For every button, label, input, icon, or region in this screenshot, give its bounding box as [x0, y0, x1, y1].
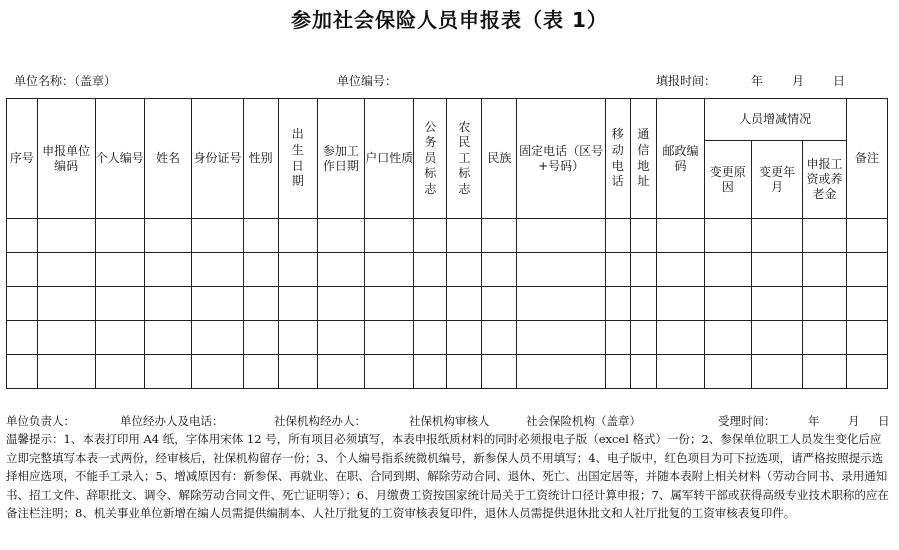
- signature-line: [6, 412, 892, 430]
- header-change-sub-1-label: 变更年月: [759, 164, 796, 194]
- table-cell[interactable]: [630, 253, 657, 287]
- header-col-1: [37, 99, 95, 219]
- table-cell[interactable]: [144, 355, 191, 389]
- table-cell[interactable]: [447, 321, 482, 355]
- header-col-13: [605, 99, 630, 219]
- table-cell[interactable]: [630, 355, 657, 389]
- table-cell[interactable]: [414, 253, 447, 287]
- header-col-3-label: 姓名: [156, 151, 181, 165]
- table-cell[interactable]: [243, 287, 278, 321]
- table-cell[interactable]: [751, 355, 802, 389]
- table-row: [7, 287, 888, 321]
- table-cell[interactable]: [144, 321, 191, 355]
- table-cell[interactable]: [95, 219, 144, 253]
- table-cell[interactable]: [192, 355, 243, 389]
- table-cell[interactable]: [803, 253, 846, 287]
- table-cell[interactable]: [657, 321, 704, 355]
- accept-day-label: 日: [878, 414, 890, 428]
- header-col-7: [317, 99, 364, 219]
- header-change-sub-2: [803, 141, 846, 219]
- table-cell[interactable]: [605, 287, 630, 321]
- header-col-3: [144, 99, 191, 219]
- table-cell[interactable]: [37, 355, 95, 389]
- unit-name-label: 单位名称：（盖章）: [14, 74, 117, 88]
- header-col-13-label: 移动电话: [611, 127, 624, 189]
- table-cell[interactable]: [37, 321, 95, 355]
- table-cell[interactable]: [846, 287, 887, 321]
- table-cell[interactable]: [704, 287, 751, 321]
- header-col-8: [365, 99, 414, 219]
- table-cell[interactable]: [144, 219, 191, 253]
- table-cell[interactable]: [447, 355, 482, 389]
- header-col-10-label: 农民工标志: [458, 119, 471, 196]
- table-cell[interactable]: [95, 321, 144, 355]
- table-cell[interactable]: [846, 355, 887, 389]
- table-cell[interactable]: [846, 219, 887, 253]
- table-cell[interactable]: [803, 287, 846, 321]
- form-title: 参加社会保险人员申报表（表 1）: [291, 8, 608, 32]
- header-col-2: [95, 99, 144, 219]
- table-cell[interactable]: [657, 287, 704, 321]
- table-cell[interactable]: [605, 219, 630, 253]
- header-remark-label: 备注: [854, 151, 879, 165]
- footer: [6, 412, 892, 522]
- table-cell[interactable]: [192, 219, 243, 253]
- header-col-9-label: 公务员标志: [424, 119, 437, 196]
- header-col-12: [517, 99, 606, 219]
- table-cell[interactable]: [482, 321, 517, 355]
- table-cell[interactable]: [7, 355, 38, 389]
- table-cell[interactable]: [482, 355, 517, 389]
- table-cell[interactable]: [192, 321, 243, 355]
- table-cell[interactable]: [751, 287, 802, 321]
- table-cell[interactable]: [278, 355, 317, 389]
- fill-time-label: 填报时间：: [656, 74, 717, 88]
- table-cell[interactable]: [243, 355, 278, 389]
- table-cell[interactable]: [517, 355, 606, 389]
- table-cell[interactable]: [751, 219, 802, 253]
- header-col-14-label: 通信地址: [637, 127, 650, 189]
- table-cell[interactable]: [630, 321, 657, 355]
- table-cell[interactable]: [365, 219, 414, 253]
- table-cell[interactable]: [414, 321, 447, 355]
- table-cell[interactable]: [704, 321, 751, 355]
- table-cell[interactable]: [278, 321, 317, 355]
- header-change-group: [704, 99, 846, 141]
- table-cell[interactable]: [414, 355, 447, 389]
- header-col-11-label: 民族: [487, 151, 512, 165]
- table-cell[interactable]: [846, 321, 887, 355]
- table-cell[interactable]: [751, 253, 802, 287]
- header-col-5-label: 性别: [248, 151, 273, 165]
- table-cell[interactable]: [365, 287, 414, 321]
- agency-handler-label: 社保机构经办人：: [274, 414, 366, 428]
- table-cell[interactable]: [517, 321, 606, 355]
- header-col-4-label: 身份证号: [193, 151, 242, 165]
- table-cell[interactable]: [704, 253, 751, 287]
- table-cell[interactable]: [95, 253, 144, 287]
- table-cell[interactable]: [482, 287, 517, 321]
- header-col-12-label: 固定电话（区号+号码）: [519, 143, 604, 173]
- table-cell[interactable]: [657, 253, 704, 287]
- header-col-9: [414, 99, 447, 219]
- table-cell[interactable]: [605, 321, 630, 355]
- table-cell[interactable]: [317, 321, 364, 355]
- table-cell[interactable]: [517, 253, 606, 287]
- table-cell[interactable]: [482, 219, 517, 253]
- header-col-6: [278, 99, 317, 219]
- header-col-14: [630, 99, 657, 219]
- table-cell[interactable]: [605, 355, 630, 389]
- header-remark: [846, 99, 887, 219]
- table-cell[interactable]: [803, 321, 846, 355]
- table-cell[interactable]: [751, 321, 802, 355]
- header-change-sub-0-label: 变更原因: [709, 164, 746, 194]
- table-cell[interactable]: [7, 219, 38, 253]
- table-cell[interactable]: [37, 287, 95, 321]
- agency-reviewer-label: 社保机构审核人: [409, 414, 490, 428]
- table-cell[interactable]: [144, 287, 191, 321]
- table-cell[interactable]: [657, 355, 704, 389]
- table-cell[interactable]: [192, 287, 243, 321]
- table-cell[interactable]: [447, 287, 482, 321]
- table-cell[interactable]: [846, 253, 887, 287]
- table-cell[interactable]: [704, 219, 751, 253]
- table-cell[interactable]: [704, 355, 751, 389]
- table-cell[interactable]: [365, 321, 414, 355]
- table-cell[interactable]: [278, 253, 317, 287]
- table-cell[interactable]: [7, 253, 38, 287]
- header-col-0: [7, 99, 38, 219]
- table-row: [7, 219, 888, 253]
- table-cell[interactable]: [482, 253, 517, 287]
- header-col-0-label: 序号: [9, 151, 34, 165]
- header-change-sub-2-label: 申报工资或养老金: [806, 157, 843, 201]
- header-col-15-label: 邮政编码: [662, 143, 699, 173]
- header-change-group-label: 人员增减情况: [739, 112, 812, 126]
- table-cell[interactable]: [447, 253, 482, 287]
- table-cell[interactable]: [605, 253, 630, 287]
- table-cell[interactable]: [657, 219, 704, 253]
- table-cell[interactable]: [95, 287, 144, 321]
- table-cell[interactable]: [95, 355, 144, 389]
- table-cell[interactable]: [414, 219, 447, 253]
- header-col-8-label: 户口性质: [365, 151, 414, 165]
- table-cell[interactable]: [803, 219, 846, 253]
- unit-code-label: 单位编号：: [337, 74, 398, 88]
- header-col-10: [447, 99, 482, 219]
- accept-year-label: 年: [808, 414, 820, 428]
- table-cell[interactable]: [317, 253, 364, 287]
- unit-head-label: 单位负责人：: [6, 414, 75, 428]
- table-cell[interactable]: [803, 355, 846, 389]
- table-cell[interactable]: [278, 287, 317, 321]
- header-col-7-label: 参加工作日期: [322, 143, 359, 173]
- header-col-4: [192, 99, 243, 219]
- header-col-5: [243, 99, 278, 219]
- header-col-6-label: 出生日期: [291, 127, 304, 189]
- agency-seal-label: 社会保险机构（盖章）: [526, 414, 641, 428]
- table-cell[interactable]: [317, 355, 364, 389]
- accept-time-label: 受理时间：: [718, 414, 776, 428]
- accept-month-label: 月: [848, 414, 860, 428]
- header-change-sub-1: [751, 141, 802, 219]
- table-row: [7, 355, 888, 389]
- table-cell[interactable]: [317, 287, 364, 321]
- table-cell[interactable]: [630, 219, 657, 253]
- table-cell[interactable]: [630, 287, 657, 321]
- table-cell[interactable]: [365, 355, 414, 389]
- table-cell[interactable]: [7, 321, 38, 355]
- table-cell[interactable]: [517, 287, 606, 321]
- unit-handler-label: 单位经办人及电话：: [120, 414, 224, 428]
- table-cell[interactable]: [243, 253, 278, 287]
- table-cell[interactable]: [7, 287, 38, 321]
- declaration-table: [6, 98, 888, 389]
- table-cell[interactable]: [144, 253, 191, 287]
- table-cell[interactable]: [278, 219, 317, 253]
- fill-year-label: 年: [751, 74, 764, 88]
- header-col-1-label: 申报单位编码: [42, 143, 91, 173]
- table-cell[interactable]: [517, 219, 606, 253]
- header-col-11: [482, 99, 517, 219]
- fill-month-label: 月: [792, 74, 805, 88]
- notice-text: 温馨提示：1、本表打印用 A4 纸，字体用宋体 12 号，所有项目必须填写，本表申报纸质材料的同时必须报电子版（excel 格式）一份；2、参保单位职工人员发生变化后应立即完整填写本表一式两份，经审核后，社保机构留存一份；3、个人编号指系统微机编号，新参保人员不用填写；4、电子版中，红色项目为可下拉选项，请严格按照提示选择相应选项，不能手工录入；5、增减原因有：新参保、再就业、在职、合同到期、解除劳动合同、退休、死亡、出国定居等，并随本表附上相关材料（劳动合同书、录用通知书、招工文件、辞职批文、调令、解除劳动合同文件、死亡证明等）；6、月缴费工资按国家统计局关于工资统计口径计算申报；7、属军转干部或获得高级专业技术职称的应在备注栏注明；8、机关事业单位新增在编人员需提供编制本、人社厅批复的工资审核表复印件，退休人员需提供退休批文和人社厅批复的工资审核表复印件。: [6, 432, 889, 521]
- fill-day-label: 日: [833, 74, 846, 88]
- table-cell[interactable]: [317, 219, 364, 253]
- table-cell[interactable]: [243, 321, 278, 355]
- table-cell[interactable]: [365, 253, 414, 287]
- table-row: [7, 253, 888, 287]
- table-cell[interactable]: [192, 253, 243, 287]
- table-cell[interactable]: [414, 287, 447, 321]
- header-col-15: [657, 99, 704, 219]
- table-row: [7, 321, 888, 355]
- table-cell[interactable]: [243, 219, 278, 253]
- table-cell[interactable]: [447, 219, 482, 253]
- table-cell[interactable]: [37, 219, 95, 253]
- header-change-sub-0: [704, 141, 751, 219]
- header-col-2-label: 个人编号: [95, 151, 144, 165]
- table-cell[interactable]: [37, 253, 95, 287]
